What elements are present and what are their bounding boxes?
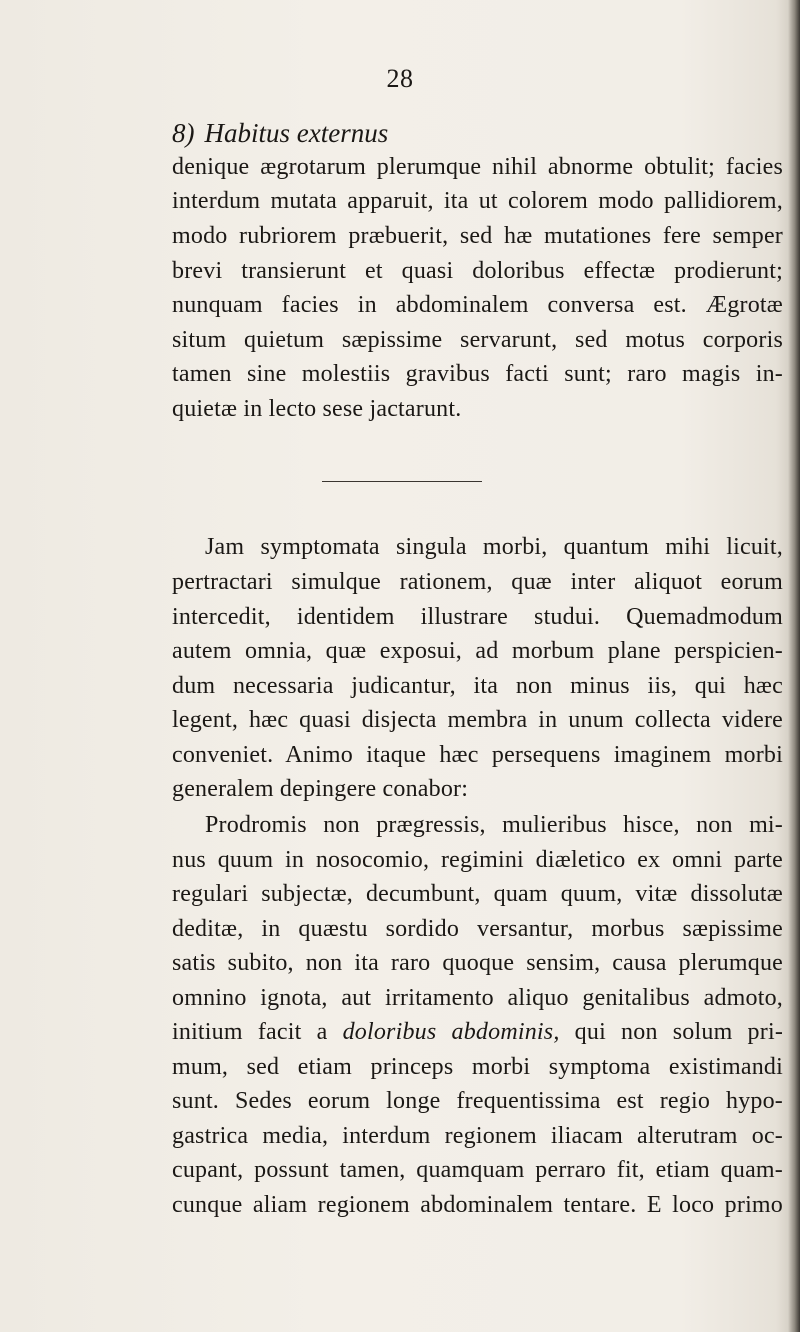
text-line: tamen sine molestiis gravibus facti sunt; raro magis in- <box>172 361 783 387</box>
text-line: Prodromis non prægressis, mulieribus hisce, non mi- <box>205 812 783 838</box>
text-line: denique ægrotarum plerumque nihil abnorme obtulit; facies <box>172 154 783 180</box>
text-line: dum necessaria judicantur, ita non minus iis, qui hæc <box>172 673 783 699</box>
section-separator <box>322 481 482 482</box>
text-run: qui non solum pri- <box>559 1019 784 1045</box>
text-line: mum, sed etiam princeps morbi symptoma existimandi <box>172 1054 783 1080</box>
section-heading <box>172 118 388 149</box>
text-line: pertractari simulque rationem, quæ inter aliquot eorum <box>172 569 783 595</box>
emphasized-term: doloribus abdominis, <box>342 1019 560 1045</box>
text-line: autem omnia, quæ exposui, ad morbum plane perspicien- <box>172 638 783 664</box>
text-line: deditæ, in quæstu sordido versantur, morbus sæpissime <box>172 916 783 942</box>
text-line: regulari subjectæ, decumbunt, quam quum, vitæ dissolutæ <box>172 881 783 907</box>
text-line: generalem depingere conabor: <box>172 776 469 802</box>
text-line: legent, hæc quasi disjecta membra in unum collecta videre <box>172 707 783 733</box>
page-edge-shadow <box>788 0 800 1332</box>
section-title: Habitus externus <box>204 118 389 148</box>
text-line: sunt. Sedes eorum longe frequentissima est regio hypo- <box>172 1088 783 1114</box>
text-line: brevi transierunt et quasi doloribus effectæ prodierunt; <box>172 258 783 284</box>
text-run: initium facit a <box>172 1019 343 1045</box>
text-line: intercedit, identidem illustrare studui. Quemadmodum <box>172 604 783 630</box>
text-line: modo rubriorem præbuerit, sed hæ mutationes fere semper <box>172 223 783 249</box>
text-line: cunque aliam regionem abdominalem tentare. E loco primo <box>172 1192 783 1218</box>
text-line: satis subito, non ita raro quoque sensim, causa plerumque <box>172 950 783 976</box>
text-line: interdum mutata apparuit, ita ut colorem modo pallidiorem, <box>172 188 783 214</box>
text-line: omnino ignota, aut irritamento aliquo genitalibus admoto, <box>172 985 783 1011</box>
text-line: Jam symptomata singula morbi, quantum mihi licuit, <box>205 534 783 560</box>
text-line: cupant, possunt tamen, quamquam perraro fit, etiam quam- <box>172 1157 783 1183</box>
text-line: situm quietum sæpissime servarunt, sed motus corporis <box>172 327 783 353</box>
page-number: 28 <box>386 64 414 93</box>
text-line: quietæ in lecto sese jactarunt. <box>172 396 462 422</box>
text-line: conveniet. Animo itaque hæc persequens imaginem morbi <box>172 742 783 768</box>
section-number: 8) <box>172 118 195 148</box>
text-line: nus quum in nosocomio, regimini diæletico ex omni parte <box>172 847 783 873</box>
text-line: gastrica media, interdum regionem iliacam alterutram oc- <box>172 1123 783 1149</box>
text-line-with-emphasis <box>172 1017 783 1047</box>
text-line: nunquam facies in abdominalem conversa est. Ægrotæ <box>172 292 783 318</box>
